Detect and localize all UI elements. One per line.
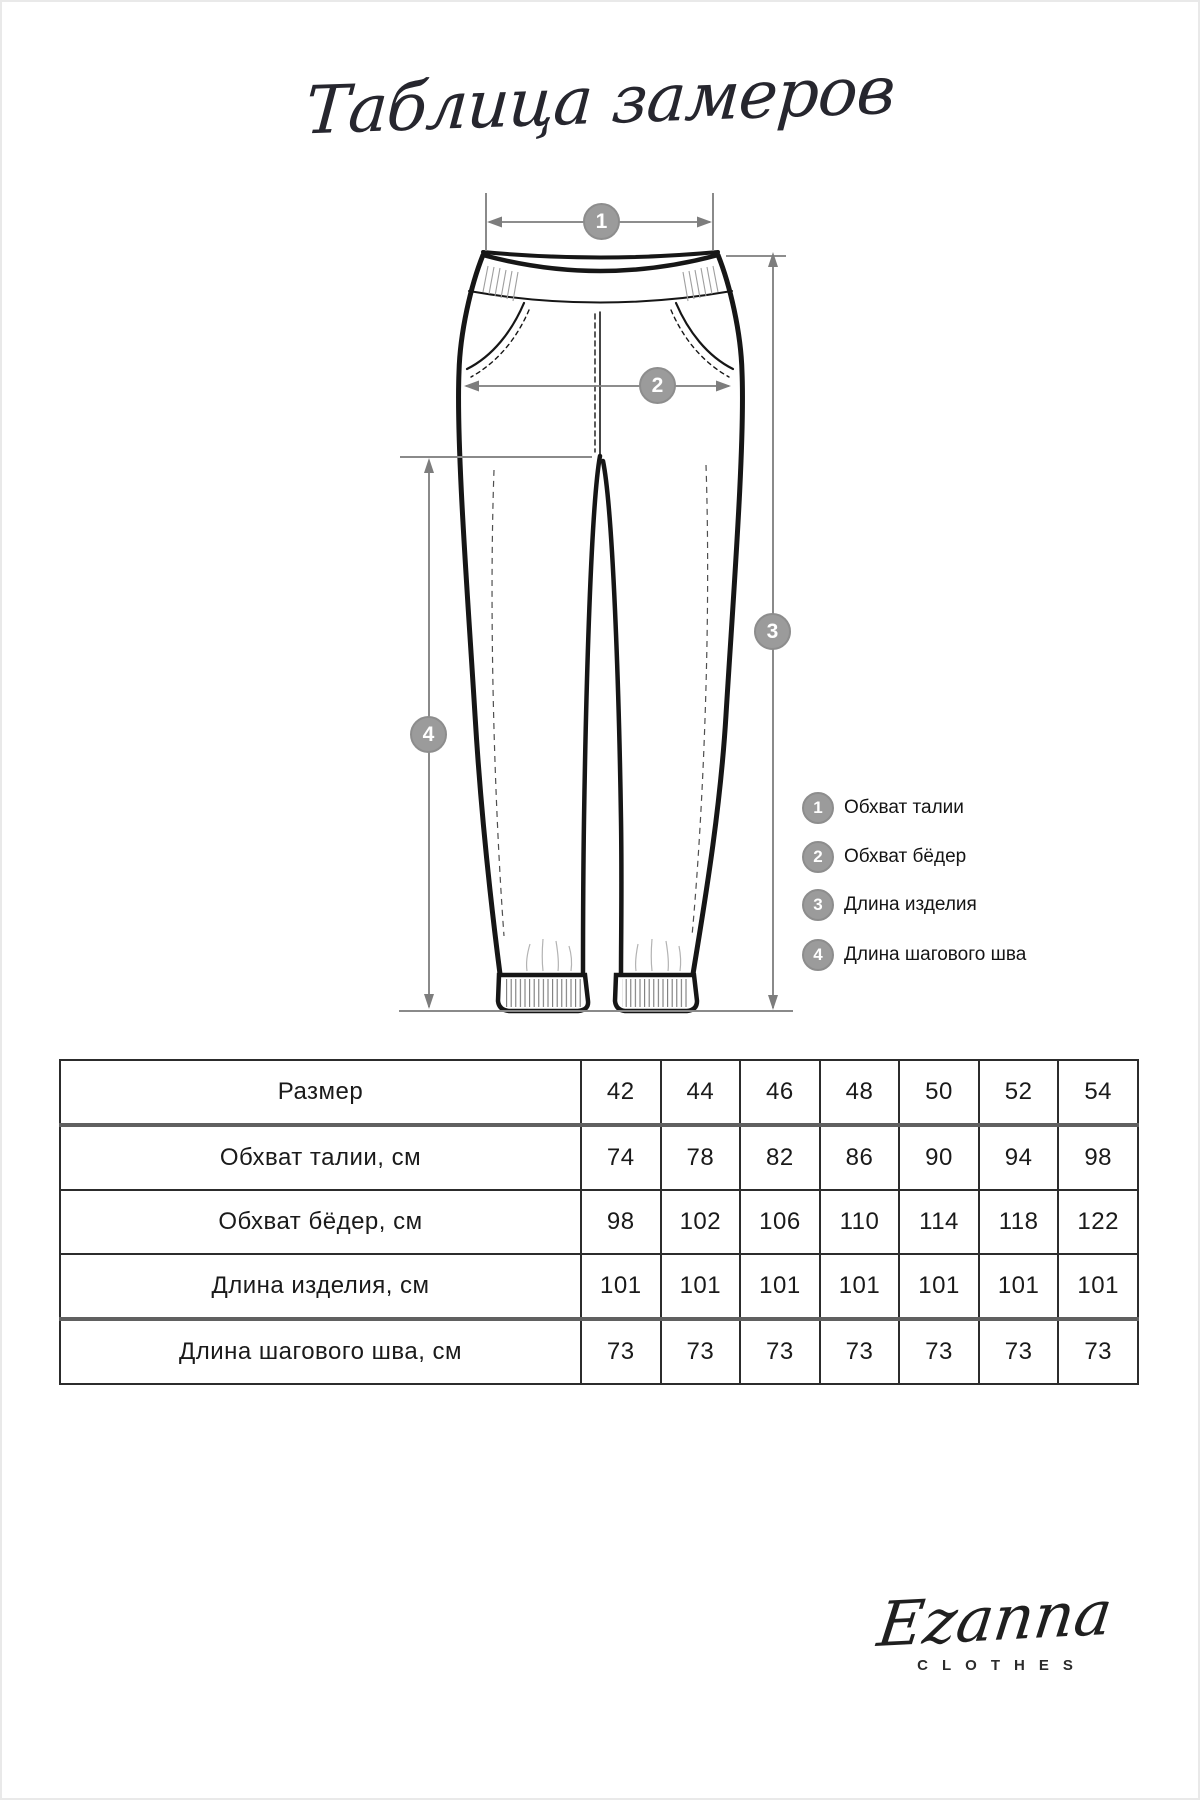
cell: 73 xyxy=(899,1319,979,1384)
dimension-1-badge: 1 xyxy=(583,203,620,240)
cell: 122 xyxy=(1058,1190,1138,1254)
cell: 73 xyxy=(740,1319,820,1384)
cell: 98 xyxy=(1058,1125,1138,1190)
dimension-4-badge: 4 xyxy=(410,716,447,753)
legend-item-3 xyxy=(802,889,977,921)
legend-1-label: Обхват талии xyxy=(844,797,964,818)
table-row-length xyxy=(60,1254,1138,1319)
row-label: Размер xyxy=(60,1060,581,1125)
cell: 48 xyxy=(820,1060,900,1125)
cell: 98 xyxy=(581,1190,661,1254)
cell: 101 xyxy=(979,1254,1059,1319)
cell: 94 xyxy=(979,1125,1059,1190)
row-label: Длина шагового шва, см xyxy=(60,1319,581,1384)
row-label: Обхват талии, см xyxy=(60,1125,581,1190)
cell: 90 xyxy=(899,1125,979,1190)
brand-tagline: CLOTHES xyxy=(917,1657,1087,1675)
cell: 102 xyxy=(661,1190,741,1254)
table-row-waist xyxy=(60,1125,1138,1190)
cell: 101 xyxy=(820,1254,900,1319)
cell: 101 xyxy=(581,1254,661,1319)
cell: 42 xyxy=(581,1060,661,1125)
legend-3-label: Длина изделия xyxy=(844,894,977,915)
cell: 114 xyxy=(899,1190,979,1254)
cell: 82 xyxy=(740,1125,820,1190)
cell: 73 xyxy=(820,1319,900,1384)
cell: 50 xyxy=(899,1060,979,1125)
cell: 46 xyxy=(740,1060,820,1125)
table-row-inseam xyxy=(60,1319,1138,1384)
cell: 106 xyxy=(740,1190,820,1254)
cuff-ribbing xyxy=(506,979,690,1007)
dimension-2-badge: 2 xyxy=(639,367,676,404)
cell: 73 xyxy=(1058,1319,1138,1384)
legend-3-badge: 3 xyxy=(802,889,834,921)
table-row-hips xyxy=(60,1190,1138,1254)
legend-item-1 xyxy=(802,792,964,824)
row-label: Обхват бёдер, см xyxy=(60,1190,581,1254)
legend-2-badge: 2 xyxy=(802,841,834,873)
extension-lines xyxy=(399,457,793,1011)
cell: 44 xyxy=(661,1060,741,1125)
crease-lines xyxy=(492,465,708,936)
legend-2-label: Обхват бёдер xyxy=(844,846,967,867)
cell: 54 xyxy=(1058,1060,1138,1125)
cell: 101 xyxy=(661,1254,741,1319)
gather-marks xyxy=(527,939,681,971)
cell: 118 xyxy=(979,1190,1059,1254)
cell: 52 xyxy=(979,1060,1059,1125)
size-table xyxy=(59,1059,1139,1385)
cell: 101 xyxy=(1058,1254,1138,1319)
cell: 74 xyxy=(581,1125,661,1190)
table-row-size xyxy=(60,1060,1138,1125)
row-label: Длина изделия, см xyxy=(60,1254,581,1319)
legend-1-badge: 1 xyxy=(802,792,834,824)
cell: 101 xyxy=(740,1254,820,1319)
dimension-arrowheads xyxy=(424,217,778,1011)
legend-4-badge: 4 xyxy=(802,939,834,971)
dimension-3-badge: 3 xyxy=(754,613,791,650)
cell: 78 xyxy=(661,1125,741,1190)
legend-4-label: Длина шагового шва xyxy=(844,944,1027,965)
legend-item-2 xyxy=(802,841,966,873)
cell: 73 xyxy=(979,1319,1059,1384)
page-title: Таблица замеров xyxy=(302,51,898,149)
cell: 73 xyxy=(661,1319,741,1384)
pants-outline xyxy=(459,252,743,1011)
brand-name: Ezanna xyxy=(873,1575,1117,1662)
cell: 110 xyxy=(820,1190,900,1254)
brand-logo xyxy=(830,1575,1160,1675)
cell: 86 xyxy=(820,1125,900,1190)
cell: 73 xyxy=(581,1319,661,1384)
legend-item-4 xyxy=(802,939,1026,971)
cell: 101 xyxy=(899,1254,979,1319)
